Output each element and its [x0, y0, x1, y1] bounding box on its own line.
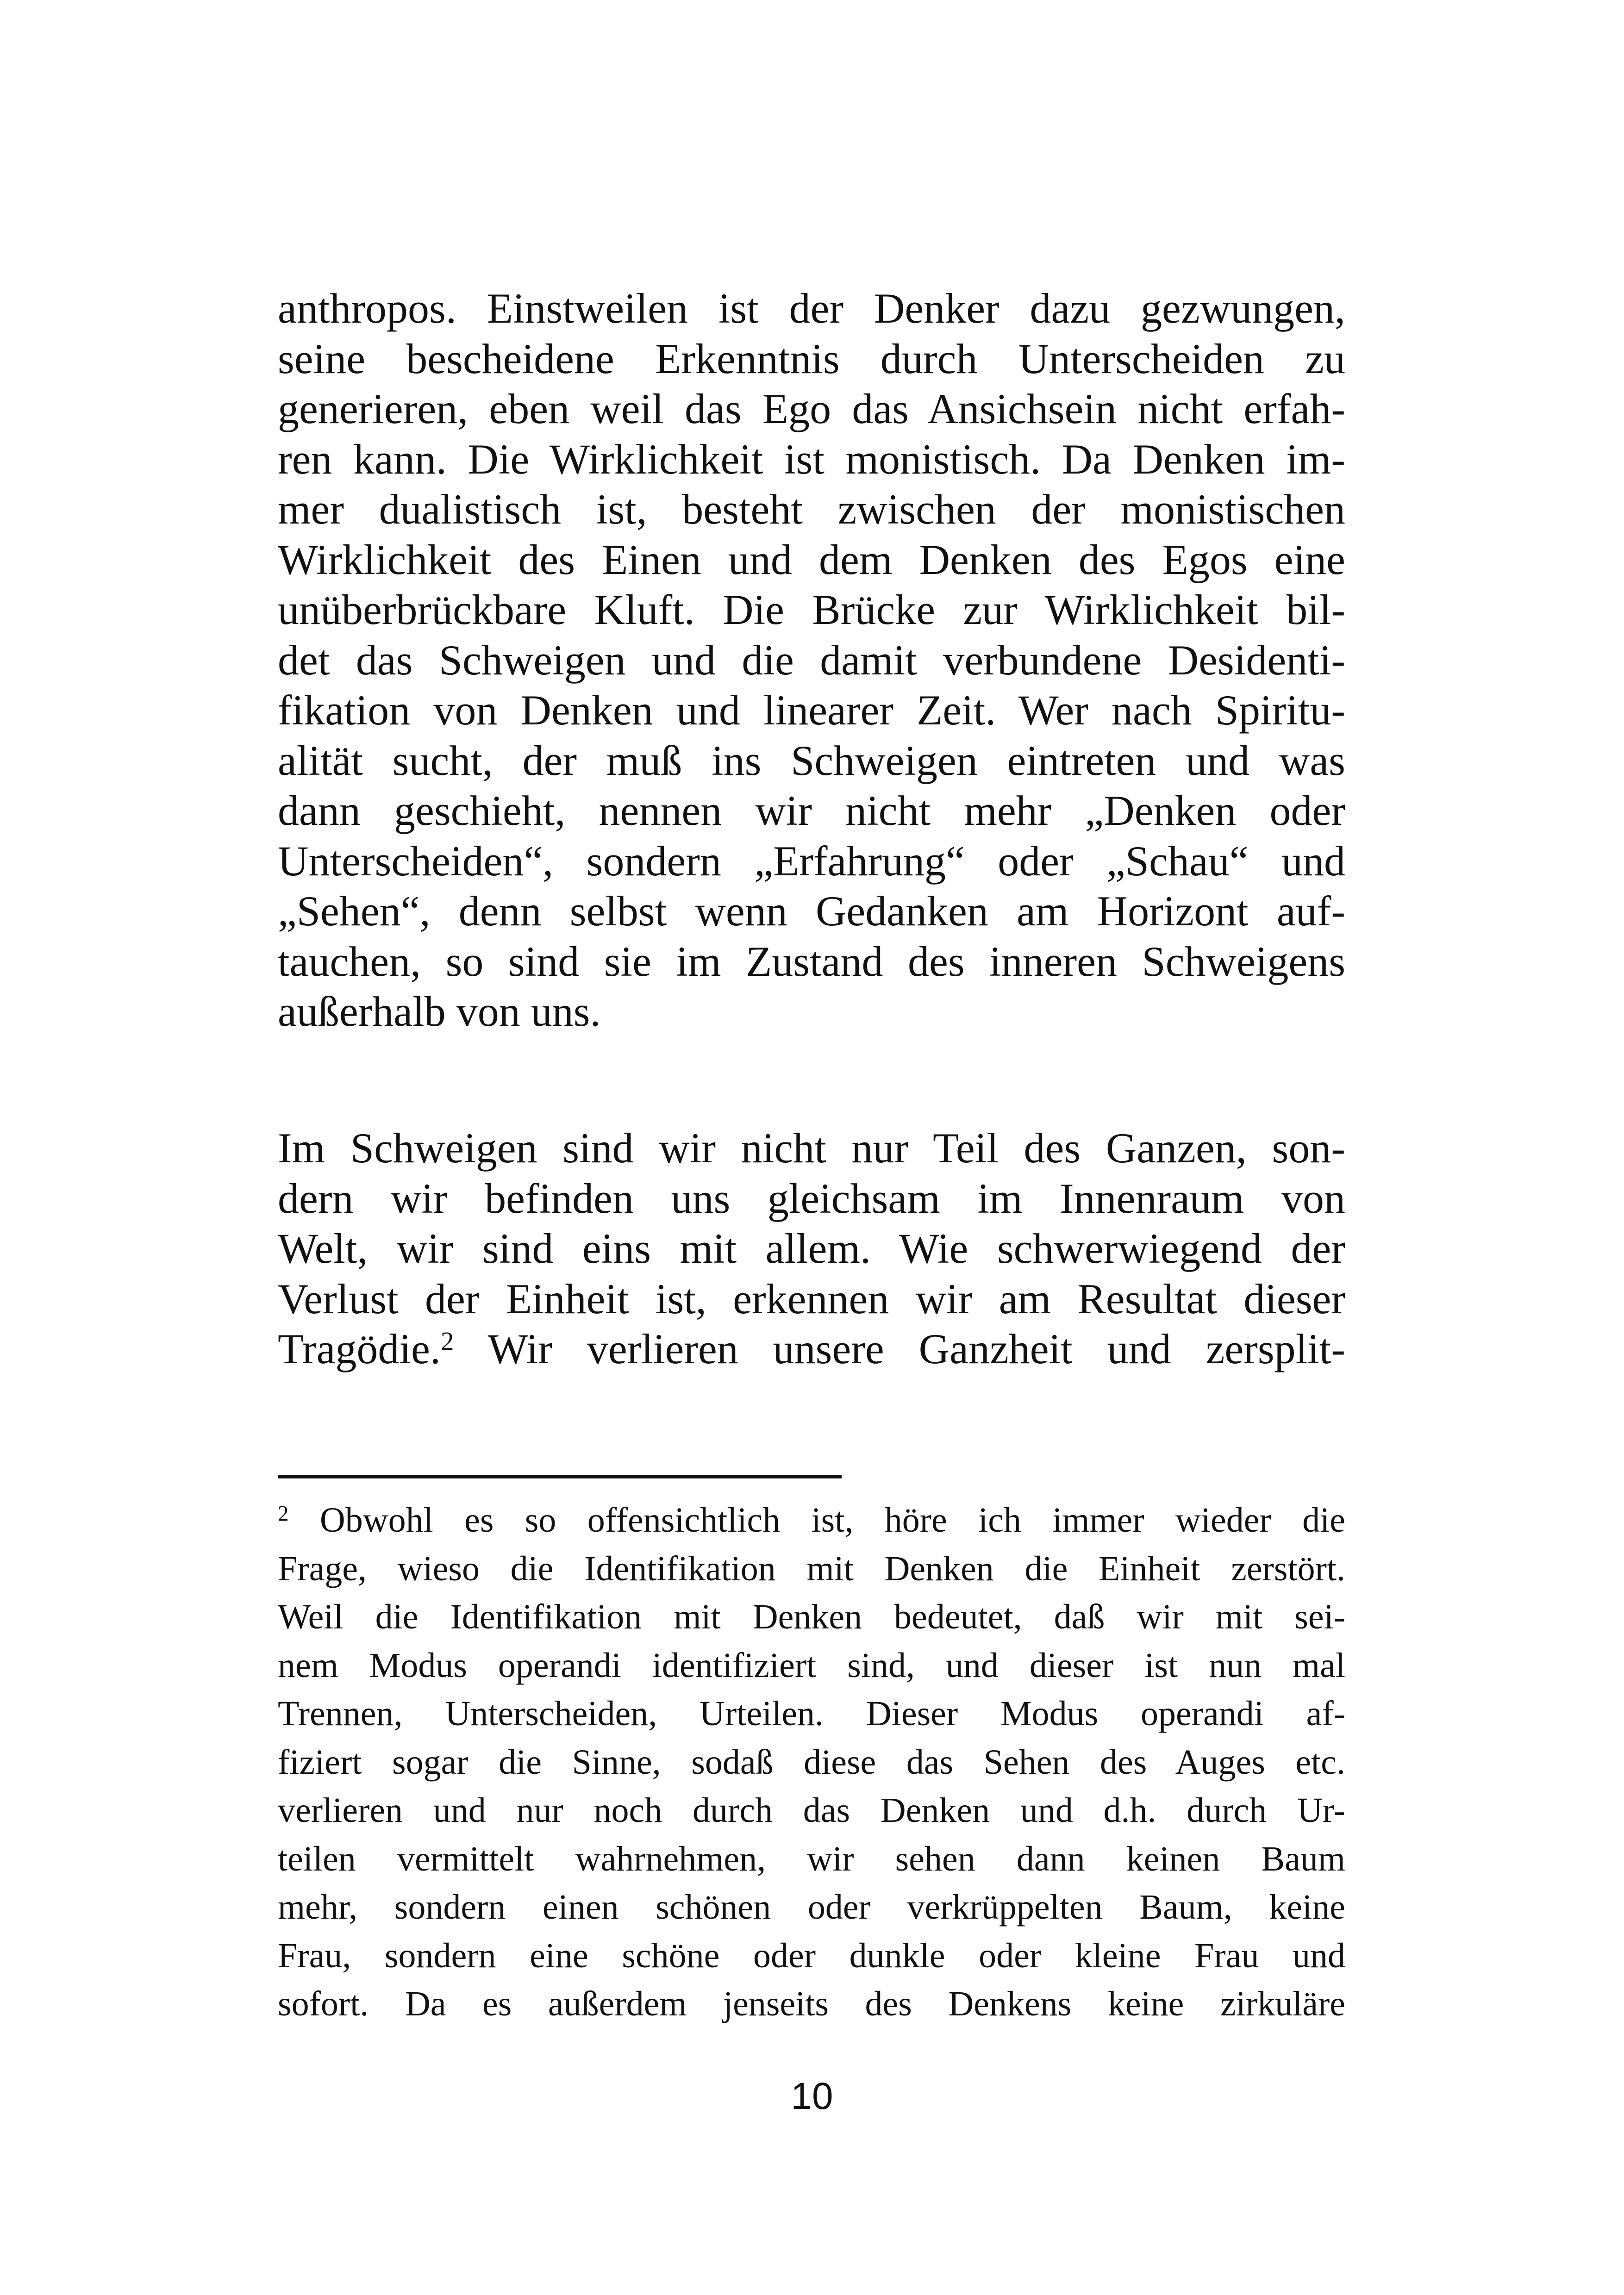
text-line: ren kann. Die Wirklichkeit ist monistisch. Da Denken im-: [278, 435, 1345, 483]
text-line: generieren, eben weil das Ego das Ansichsein nicht erfah-: [278, 385, 1345, 432]
text-line: Welt, wir sind eins mit allem. Wie schwerwiegend der: [278, 1225, 1345, 1272]
footnote-line: fiziert sogar die Sinne, sodaß diese das Sehen des Auges etc.: [278, 1742, 1345, 1782]
text-line: fikation von Denken und linearer Zeit. Wer nach Spiritu-: [278, 686, 1345, 734]
text-line: mer dualistisch ist, besteht zwischen der monistischen: [278, 486, 1345, 533]
footnote-marker: 2: [278, 1502, 289, 1526]
footnote-line: verlieren und nur noch durch das Denken und d.h. durch Ur-: [278, 1791, 1345, 1830]
text-line: dern wir befinden uns gleichsam im Innenraum von: [278, 1174, 1345, 1222]
text-line: alität sucht, der muß ins Schweigen eintreten und was: [278, 736, 1345, 784]
text-line: außerhalb von uns.: [278, 988, 601, 1035]
footnote-line: teilen vermittelt wahrnehmen, wir sehen dann keinen Baum: [278, 1839, 1345, 1878]
text-segment: Tragödie.: [278, 1325, 441, 1372]
footnote-line: Trennen, Unterscheiden, Urteilen. Dieser Modus operandi af-: [278, 1694, 1345, 1733]
text-line: Wirklichkeit des Einen und dem Denken des Egos eine: [278, 536, 1345, 583]
footnote: [278, 1496, 1345, 2028]
footnote-line: Weil die Identifikation mit Denken bedeutet, daß wir mit sei-: [278, 1597, 1345, 1636]
text-line: dann geschieht, nennen wir nicht mehr „Denken oder: [278, 787, 1345, 834]
paragraph-1: [278, 283, 1345, 1037]
text-line: [278, 1324, 1345, 1374]
footnote-line: [278, 1496, 1345, 1545]
footnote-line: sofort. Da es außerdem jenseits des Denkens keine zirkuläre: [278, 1984, 1345, 2023]
text-line: Unterscheiden“, sondern „Erfahrung“ oder „Schau“ und: [278, 837, 1345, 885]
page-number: 10: [791, 2075, 833, 2117]
footnote-line: Frage, wieso die Identifikation mit Denken die Einheit zerstört.: [278, 1549, 1345, 1588]
text-line: anthropos. Einstweilen ist der Denker dazu gezwungen,: [278, 285, 1345, 332]
text-line: Verlust der Einheit ist, erkennen wir am Resultat dieser: [278, 1275, 1345, 1322]
paragraph-2: [278, 1123, 1345, 1374]
text-line: unüberbrückbare Kluft. Die Brücke zur Wirklichkeit bil-: [278, 586, 1345, 633]
text-line: tauchen, so sind sie im Zustand des inneren Schweigens: [278, 937, 1345, 985]
text-line: seine bescheidene Erkenntnis durch Unterscheiden zu: [278, 335, 1345, 382]
footnote-reference[interactable]: 2: [440, 1327, 454, 1356]
footnote-line: Frau, sondern eine schöne oder dunkle oder kleine Frau und: [278, 1936, 1345, 1975]
text-line: det das Schweigen und die damit verbundene Desidenti-: [278, 636, 1345, 684]
footnote-separator: [278, 1475, 842, 1478]
footnote-line: nem Modus operandi identifiziert sind, und dieser ist nun mal: [278, 1646, 1345, 1685]
text-segment: Wir verlieren unsere Ganzheit und zersplit-: [454, 1325, 1345, 1372]
text-line: Im Schweigen sind wir nicht nur Teil des Ganzen, son-: [278, 1124, 1345, 1172]
text-line: „Sehen“, denn selbst wenn Gedanken am Horizont auf-: [278, 887, 1345, 935]
text-segment: Obwohl es so offensichtlich ist, höre ich immer wieder die: [288, 1501, 1345, 1540]
footnote-line: mehr, sondern einen schönen oder verkrüppelten Baum, keine: [278, 1888, 1345, 1927]
